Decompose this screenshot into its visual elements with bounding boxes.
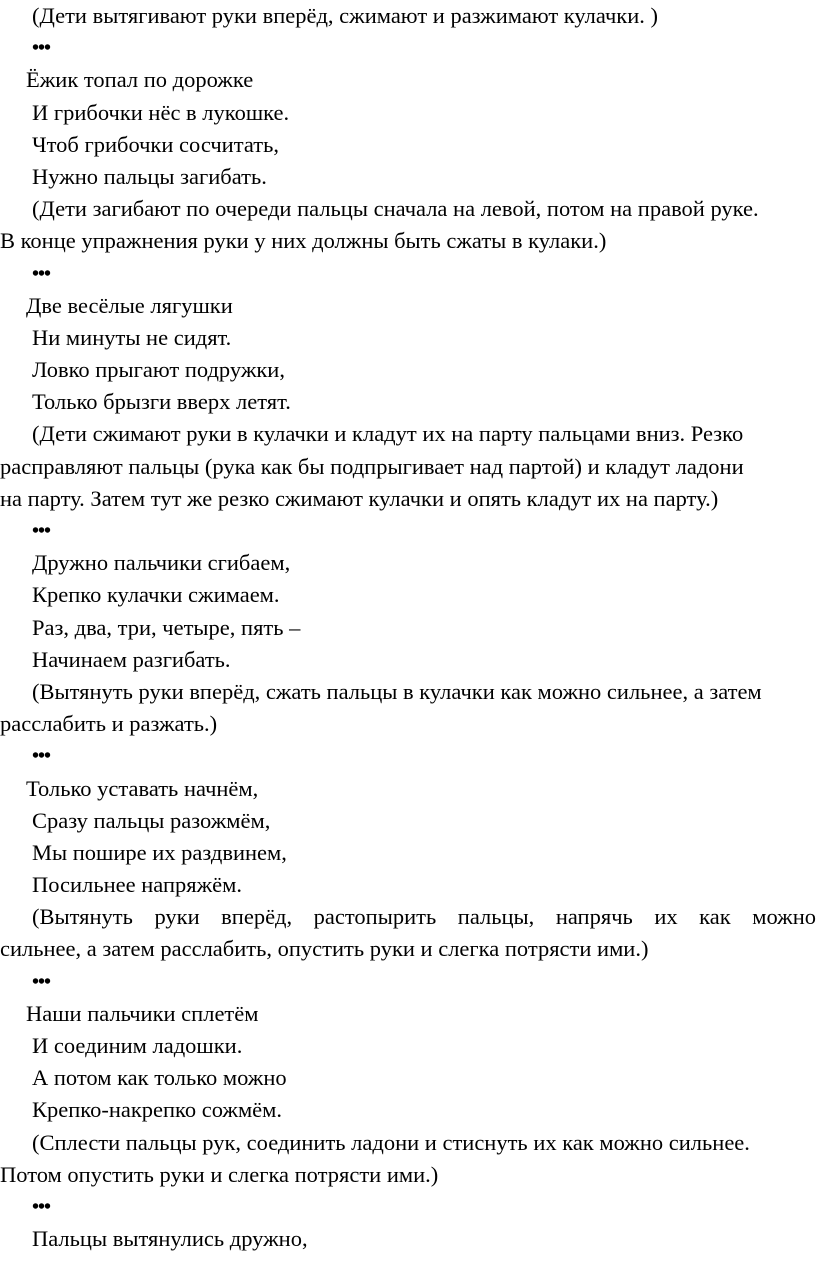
section-separator: ••• <box>32 37 51 60</box>
instruction-line: расправляют пальцы (рука как бы подпрыгивает над партой) и кладут ладони <box>0 453 744 479</box>
poem-line: И соединим ладошки. <box>32 1033 243 1058</box>
instruction-line: сильнее, а затем расслабить, опустить руки и слегка потрясти ими.) <box>0 936 649 962</box>
poem-line: Пальцы вытянулись дружно, <box>32 1226 308 1252</box>
instruction-line: В конце упражнения руки у них должны быть сжаты в кулаки.) <box>0 228 607 254</box>
section-separator: ••• <box>32 1195 51 1218</box>
poem-line: Только брызги вверх летят. <box>32 389 291 415</box>
poem-line: Только уставать начнём, <box>26 775 259 801</box>
instruction-line: (Вытянуть руки вперёд, сжать пальцы в кулачки как можно сильнее, а затем <box>32 678 762 704</box>
poem-line: Начинаем разгибать. <box>32 646 231 672</box>
poem-line: Ни минуты не сидят. <box>32 324 232 350</box>
instruction-line: расслабить и разжать.) <box>0 711 218 737</box>
instruction-line: (Дети сжимают руки в кулачки и кладут их на парту пальцами вниз. Резко <box>32 421 744 447</box>
instruction-line: (Дети вытягивают руки вперёд, сжимают и разжимают кулачки. ) <box>32 3 659 28</box>
poem-line: Ёжик топал по дорожке <box>26 67 254 93</box>
instruction-line: (Вытянуть руки вперёд, растопырить пальцы, напрячь их как можно <box>32 904 816 930</box>
instruction-line: на парту. Затем тут же резко сжимают кулачки и опять кладут их на парту.) <box>0 485 719 511</box>
poem-line: Посильнее напряжём. <box>32 872 242 898</box>
section-separator: ••• <box>32 745 51 768</box>
poem-line: Наши пальчики сплетём <box>26 1000 259 1026</box>
poem-line: Дружно пальчики сгибаем, <box>32 550 291 576</box>
instruction-line: Потом опустить руки и слегка потрясти ими.) <box>0 1161 439 1187</box>
section-separator: ••• <box>32 520 51 542</box>
section-separator: ••• <box>32 262 51 285</box>
poem-line: Раз, два, три, четыре, пять – <box>32 614 301 640</box>
instruction-line: (Дети загибают по очереди пальцы сначала на левой, потом на правой руке. <box>32 196 759 222</box>
poem-line: Две весёлые лягушки <box>26 292 233 318</box>
poem-line: И грибочки нёс в лукошке. <box>32 99 290 125</box>
poem-line: Крепко-накрепко сожмём. <box>32 1097 283 1123</box>
poem-line: Чтоб грибочки сосчитать, <box>32 131 279 157</box>
poem-line: Сразу пальцы разожмём, <box>32 807 271 833</box>
poem-line: Мы пошире их раздвинем, <box>32 839 287 865</box>
instruction-line: (Сплести пальцы рук, соединить ладони и стиснуть их как можно сильнее. <box>32 1129 750 1155</box>
poem-line: Нужно пальцы загибать. <box>32 163 267 189</box>
poem-line: А потом как только можно <box>32 1065 287 1091</box>
poem-line: Крепко кулачки сжимаем. <box>32 582 280 608</box>
poem-line: Ловко прыгают подружки, <box>32 357 285 383</box>
section-separator: ••• <box>32 970 51 993</box>
